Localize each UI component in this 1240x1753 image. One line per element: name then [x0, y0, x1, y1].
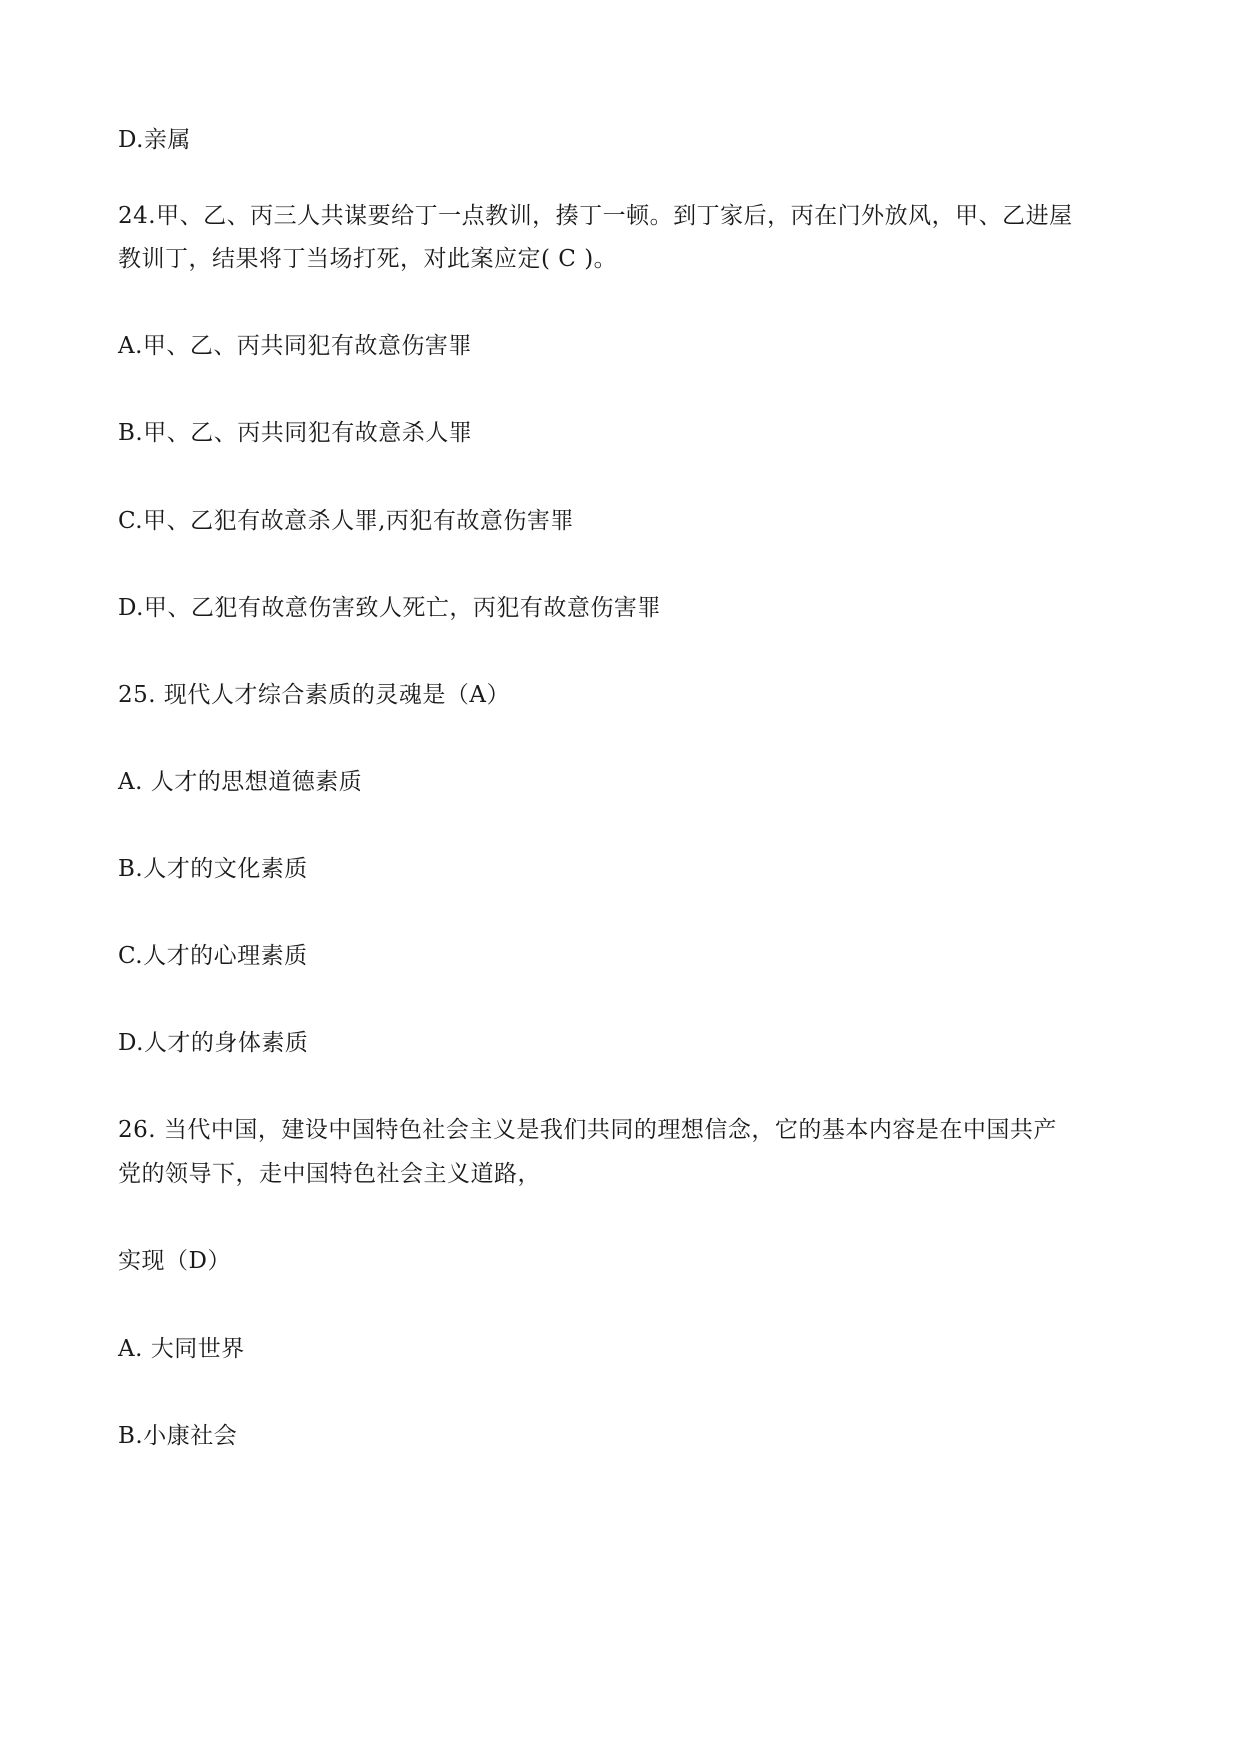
- q26-option-b: B.小康社会: [118, 1423, 238, 1449]
- q26-question-line-2: 党的领导下，走中国特色社会主义道路，: [118, 1161, 541, 1187]
- q25-option-d: D.人才的身体素质: [118, 1030, 309, 1056]
- q25-option-a: A. 人才的思想道德素质: [118, 769, 363, 795]
- q25-question: 25. 现代人才综合素质的灵魂是（A）: [118, 682, 510, 708]
- q24-option-a: A.甲、乙、丙共同犯有故意伤害罪: [118, 333, 472, 359]
- q26-question-line-3: 实现（D）: [118, 1248, 231, 1274]
- q25-option-c: C.人才的心理素质: [118, 943, 308, 969]
- q24-question-line-2: 教训丁，结果将丁当场打死，对此案应定( C )。: [118, 246, 618, 272]
- q26-question-line-1: 26. 当代中国，建设中国特色社会主义是我们共同的理想信念，它的基本内容是在中国共产: [118, 1117, 1057, 1143]
- q24-option-b: B.甲、乙、丙共同犯有故意杀人罪: [118, 420, 473, 446]
- q26-option-a: A. 大同世界: [118, 1336, 245, 1362]
- q24-option-d: D.甲、乙犯有故意伤害致人死亡，丙犯有故意伤害罪: [118, 595, 661, 621]
- q25-option-b: B.人才的文化素质: [118, 856, 308, 882]
- q24-question-line-1: 24.甲、乙、丙三人共谋要给丁一点教训，揍丁一顿。到丁家后，丙在门外放风，甲、乙进屋: [118, 203, 1073, 229]
- q24-option-c: C.甲、乙犯有故意杀人罪,丙犯有故意伤害罪: [118, 508, 574, 534]
- q23-option-d: D.亲属: [118, 127, 191, 153]
